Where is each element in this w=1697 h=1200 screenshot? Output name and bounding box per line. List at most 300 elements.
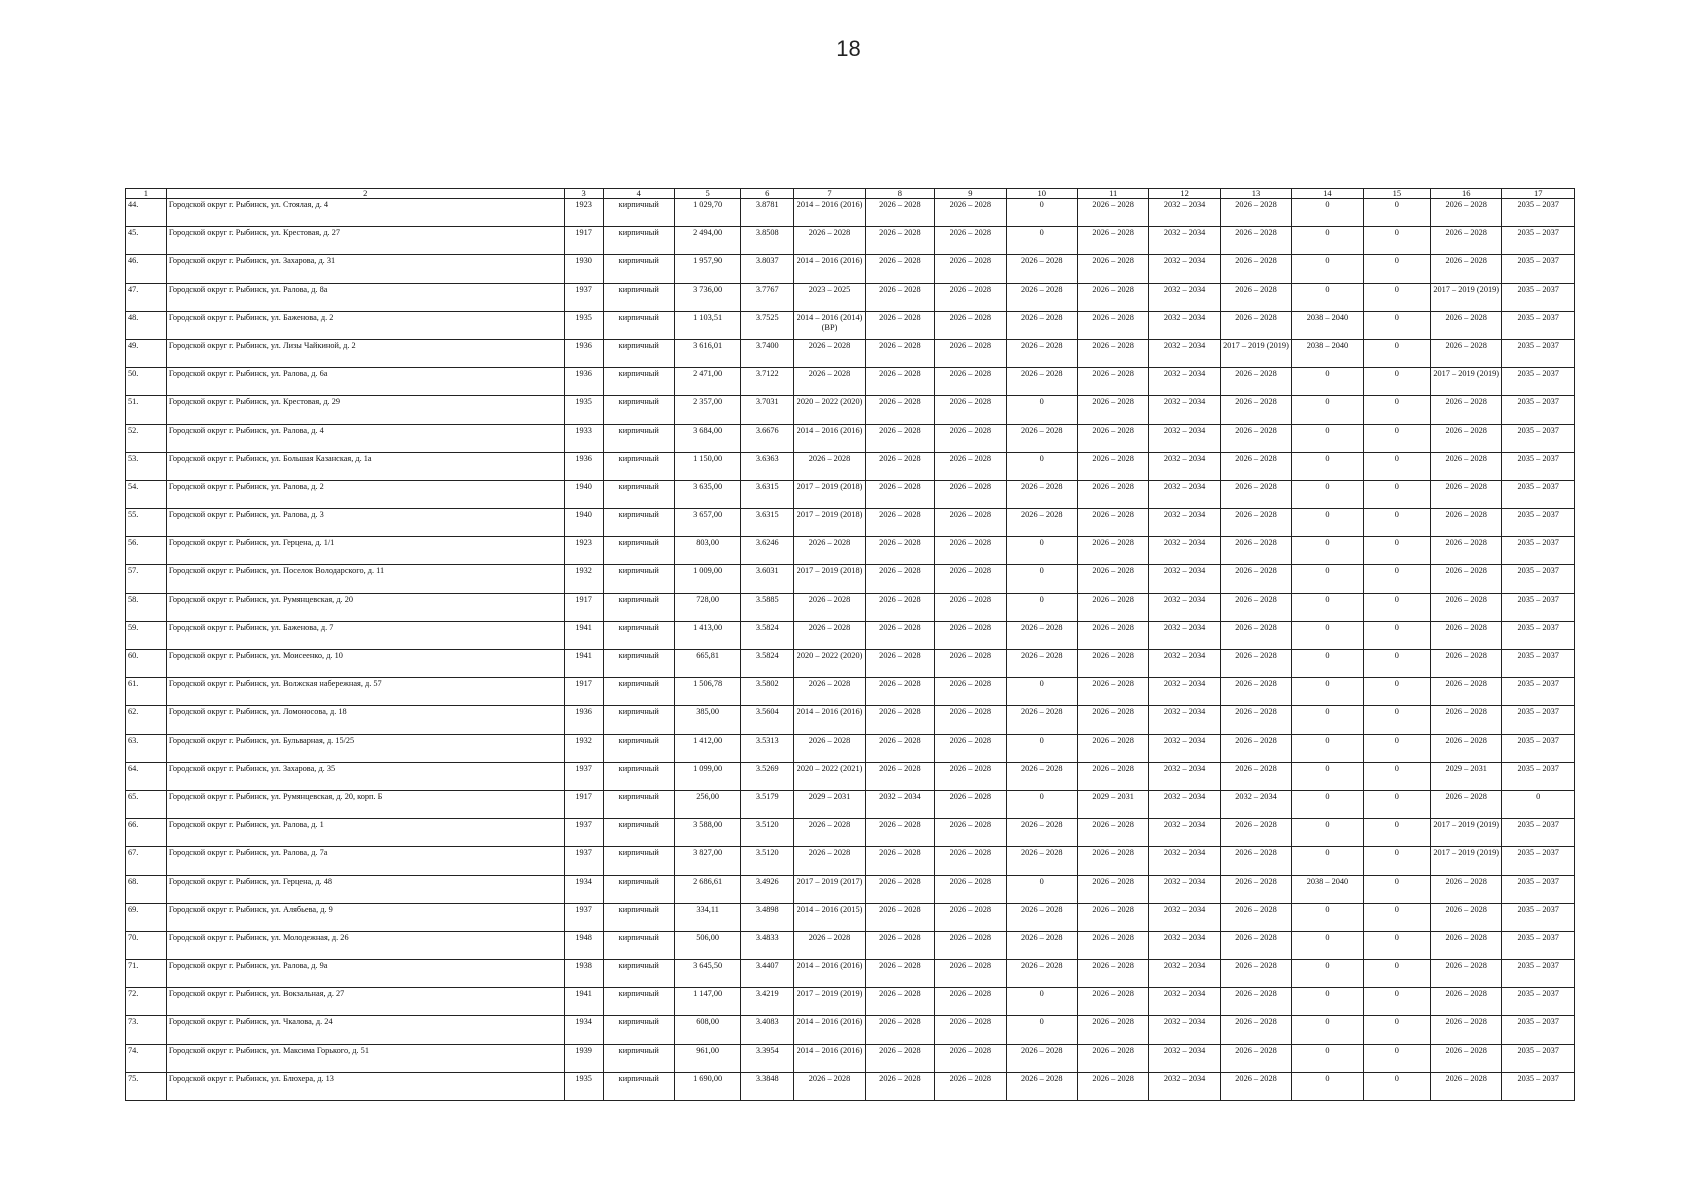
period-cell-15: 0 xyxy=(1363,255,1430,283)
period-cell-11: 2026 – 2028 xyxy=(1077,960,1148,988)
period-cell-17: 2035 – 2037 xyxy=(1502,621,1575,649)
period-cell-12: 2032 – 2034 xyxy=(1149,960,1220,988)
priority-index-cell: 3.3848 xyxy=(741,1072,794,1100)
year-built-cell: 1917 xyxy=(564,678,603,706)
period-cell-7: 2020 – 2022 (2020) xyxy=(794,396,865,424)
address-cell: Городской округ г. Рыбинск, ул. Чкалова, д. 24 xyxy=(166,1016,564,1044)
address-cell: Городской округ г. Рыбинск, ул. Максима Горького, д. 51 xyxy=(166,1044,564,1072)
table-row xyxy=(126,650,1575,678)
period-cell-16: 2026 – 2028 xyxy=(1430,537,1501,565)
period-cell-8: 2026 – 2028 xyxy=(865,706,934,734)
year-built-cell: 1936 xyxy=(564,339,603,367)
priority-index-cell: 3.3954 xyxy=(741,1044,794,1072)
wall-material-cell: кирпичный xyxy=(603,762,674,790)
row-number-cell: 62. xyxy=(126,706,167,734)
period-cell-8: 2026 – 2028 xyxy=(865,396,934,424)
period-cell-11: 2026 – 2028 xyxy=(1077,368,1148,396)
address-cell: Городской округ г. Рыбинск, ул. Румянцевская, д. 20, корп. Б xyxy=(166,790,564,818)
row-number-cell: 57. xyxy=(126,565,167,593)
period-cell-14: 0 xyxy=(1292,819,1363,847)
period-cell-13: 2026 – 2028 xyxy=(1220,1044,1291,1072)
period-cell-16: 2026 – 2028 xyxy=(1430,960,1501,988)
table-body xyxy=(126,199,1575,1101)
period-cell-16: 2026 – 2028 xyxy=(1430,227,1501,255)
year-built-cell: 1938 xyxy=(564,960,603,988)
period-cell-14: 0 xyxy=(1292,199,1363,227)
period-cell-14: 0 xyxy=(1292,537,1363,565)
area-cell: 334,11 xyxy=(674,903,740,931)
table-row xyxy=(126,255,1575,283)
year-built-cell: 1934 xyxy=(564,875,603,903)
period-cell-7: 2017 – 2019 (2018) xyxy=(794,565,865,593)
wall-material-cell: кирпичный xyxy=(603,847,674,875)
period-cell-8: 2026 – 2028 xyxy=(865,678,934,706)
row-number-cell: 68. xyxy=(126,875,167,903)
capital-repair-schedule-table xyxy=(125,188,1575,1101)
area-cell: 3 827,00 xyxy=(674,847,740,875)
period-cell-13: 2026 – 2028 xyxy=(1220,396,1291,424)
period-cell-15: 0 xyxy=(1363,790,1430,818)
period-cell-13: 2026 – 2028 xyxy=(1220,706,1291,734)
header-cell: 11 xyxy=(1077,189,1148,199)
period-cell-10: 0 xyxy=(1006,227,1077,255)
priority-index-cell: 3.4926 xyxy=(741,875,794,903)
wall-material-cell: кирпичный xyxy=(603,593,674,621)
priority-index-cell: 3.6676 xyxy=(741,424,794,452)
wall-material-cell: кирпичный xyxy=(603,255,674,283)
header-cell: 7 xyxy=(794,189,865,199)
period-cell-10: 0 xyxy=(1006,396,1077,424)
period-cell-7: 2020 – 2022 (2021) xyxy=(794,762,865,790)
period-cell-16: 2026 – 2028 xyxy=(1430,255,1501,283)
wall-material-cell: кирпичный xyxy=(603,734,674,762)
table-row xyxy=(126,424,1575,452)
period-cell-9: 2026 – 2028 xyxy=(935,621,1006,649)
row-number-cell: 55. xyxy=(126,509,167,537)
period-cell-15: 0 xyxy=(1363,960,1430,988)
wall-material-cell: кирпичный xyxy=(603,311,674,339)
address-cell: Городской округ г. Рыбинск, ул. Крестовая, д. 29 xyxy=(166,396,564,424)
address-cell: Городской округ г. Рыбинск, ул. Герцена, д. 48 xyxy=(166,875,564,903)
year-built-cell: 1940 xyxy=(564,480,603,508)
period-cell-9: 2026 – 2028 xyxy=(935,452,1006,480)
period-cell-7: 2026 – 2028 xyxy=(794,621,865,649)
period-cell-14: 0 xyxy=(1292,227,1363,255)
period-cell-7: 2026 – 2028 xyxy=(794,227,865,255)
period-cell-8: 2026 – 2028 xyxy=(865,650,934,678)
period-cell-16: 2017 – 2019 (2019) xyxy=(1430,283,1501,311)
period-cell-10: 2026 – 2028 xyxy=(1006,931,1077,959)
period-cell-7: 2017 – 2019 (2018) xyxy=(794,509,865,537)
area-cell: 3 684,00 xyxy=(674,424,740,452)
period-cell-13: 2026 – 2028 xyxy=(1220,480,1291,508)
period-cell-8: 2026 – 2028 xyxy=(865,1044,934,1072)
area-cell: 665,81 xyxy=(674,650,740,678)
period-cell-9: 2026 – 2028 xyxy=(935,819,1006,847)
period-cell-12: 2032 – 2034 xyxy=(1149,1044,1220,1072)
period-cell-17: 2035 – 2037 xyxy=(1502,339,1575,367)
period-cell-9: 2026 – 2028 xyxy=(935,255,1006,283)
period-cell-11: 2026 – 2028 xyxy=(1077,255,1148,283)
table-row xyxy=(126,396,1575,424)
period-cell-12: 2032 – 2034 xyxy=(1149,621,1220,649)
period-cell-14: 0 xyxy=(1292,988,1363,1016)
period-cell-13: 2026 – 2028 xyxy=(1220,311,1291,339)
period-cell-8: 2026 – 2028 xyxy=(865,227,934,255)
period-cell-10: 0 xyxy=(1006,565,1077,593)
row-number-cell: 67. xyxy=(126,847,167,875)
row-number-cell: 61. xyxy=(126,678,167,706)
table-row xyxy=(126,480,1575,508)
period-cell-12: 2032 – 2034 xyxy=(1149,509,1220,537)
row-number-cell: 45. xyxy=(126,227,167,255)
wall-material-cell: кирпичный xyxy=(603,1072,674,1100)
area-cell: 3 616,01 xyxy=(674,339,740,367)
period-cell-11: 2026 – 2028 xyxy=(1077,762,1148,790)
wall-material-cell: кирпичный xyxy=(603,790,674,818)
period-cell-10: 2026 – 2028 xyxy=(1006,903,1077,931)
area-cell: 3 736,00 xyxy=(674,283,740,311)
period-cell-17: 2035 – 2037 xyxy=(1502,1072,1575,1100)
period-cell-15: 0 xyxy=(1363,593,1430,621)
period-cell-9: 2026 – 2028 xyxy=(935,1044,1006,1072)
area-cell: 2 494,00 xyxy=(674,227,740,255)
period-cell-16: 2026 – 2028 xyxy=(1430,1016,1501,1044)
period-cell-14: 0 xyxy=(1292,424,1363,452)
area-cell: 3 645,50 xyxy=(674,960,740,988)
period-cell-7: 2026 – 2028 xyxy=(794,819,865,847)
period-cell-7: 2017 – 2019 (2019) xyxy=(794,988,865,1016)
period-cell-7: 2014 – 2016 (2016) xyxy=(794,706,865,734)
table-row xyxy=(126,339,1575,367)
header-cell: 14 xyxy=(1292,189,1363,199)
period-cell-12: 2032 – 2034 xyxy=(1149,678,1220,706)
address-cell: Городской округ г. Рыбинск, ул. Румянцевская, д. 20 xyxy=(166,593,564,621)
period-cell-12: 2032 – 2034 xyxy=(1149,199,1220,227)
table-row xyxy=(126,537,1575,565)
period-cell-7: 2014 – 2016 (2016) xyxy=(794,960,865,988)
period-cell-15: 0 xyxy=(1363,537,1430,565)
priority-index-cell: 3.5802 xyxy=(741,678,794,706)
priority-index-cell: 3.5885 xyxy=(741,593,794,621)
address-cell: Городской округ г. Рыбинск, ул. Вокзальная, д. 27 xyxy=(166,988,564,1016)
period-cell-16: 2026 – 2028 xyxy=(1430,931,1501,959)
year-built-cell: 1937 xyxy=(564,819,603,847)
period-cell-11: 2026 – 2028 xyxy=(1077,847,1148,875)
period-cell-9: 2026 – 2028 xyxy=(935,227,1006,255)
period-cell-7: 2014 – 2016 (2016) xyxy=(794,424,865,452)
area-cell: 1 103,51 xyxy=(674,311,740,339)
period-cell-12: 2032 – 2034 xyxy=(1149,537,1220,565)
wall-material-cell: кирпичный xyxy=(603,368,674,396)
area-cell: 1 413,00 xyxy=(674,621,740,649)
period-cell-11: 2026 – 2028 xyxy=(1077,706,1148,734)
period-cell-11: 2026 – 2028 xyxy=(1077,509,1148,537)
period-cell-10: 2026 – 2028 xyxy=(1006,255,1077,283)
area-cell: 1 009,00 xyxy=(674,565,740,593)
period-cell-8: 2026 – 2028 xyxy=(865,1072,934,1100)
wall-material-cell: кирпичный xyxy=(603,537,674,565)
period-cell-15: 0 xyxy=(1363,988,1430,1016)
period-cell-15: 0 xyxy=(1363,480,1430,508)
period-cell-14: 0 xyxy=(1292,650,1363,678)
period-cell-11: 2026 – 2028 xyxy=(1077,593,1148,621)
year-built-cell: 1937 xyxy=(564,762,603,790)
period-cell-13: 2026 – 2028 xyxy=(1220,931,1291,959)
period-cell-12: 2032 – 2034 xyxy=(1149,283,1220,311)
period-cell-14: 0 xyxy=(1292,621,1363,649)
period-cell-7: 2014 – 2016 (2016) xyxy=(794,1044,865,1072)
period-cell-14: 0 xyxy=(1292,734,1363,762)
period-cell-11: 2026 – 2028 xyxy=(1077,678,1148,706)
address-cell: Городской округ г. Рыбинск, ул. Молодежная, д. 26 xyxy=(166,931,564,959)
period-cell-17: 2035 – 2037 xyxy=(1502,424,1575,452)
period-cell-15: 0 xyxy=(1363,283,1430,311)
priority-index-cell: 3.4833 xyxy=(741,931,794,959)
page-number: 18 xyxy=(836,36,861,61)
row-number-cell: 56. xyxy=(126,537,167,565)
period-cell-9: 2026 – 2028 xyxy=(935,1016,1006,1044)
period-cell-17: 2035 – 2037 xyxy=(1502,678,1575,706)
period-cell-13: 2026 – 2028 xyxy=(1220,283,1291,311)
period-cell-9: 2026 – 2028 xyxy=(935,311,1006,339)
row-number-cell: 53. xyxy=(126,452,167,480)
period-cell-17: 2035 – 2037 xyxy=(1502,931,1575,959)
header-cell: 10 xyxy=(1006,189,1077,199)
wall-material-cell: кирпичный xyxy=(603,960,674,988)
header-cell: 16 xyxy=(1430,189,1501,199)
address-cell: Городской округ г. Рыбинск, ул. Волжская набережная, д. 57 xyxy=(166,678,564,706)
period-cell-7: 2023 – 2025 xyxy=(794,283,865,311)
period-cell-14: 0 xyxy=(1292,593,1363,621)
period-cell-13: 2026 – 2028 xyxy=(1220,593,1291,621)
period-cell-11: 2026 – 2028 xyxy=(1077,1044,1148,1072)
address-cell: Городской округ г. Рыбинск, ул. Ралова, д. 9а xyxy=(166,960,564,988)
period-cell-11: 2026 – 2028 xyxy=(1077,537,1148,565)
wall-material-cell: кирпичный xyxy=(603,1016,674,1044)
period-cell-9: 2026 – 2028 xyxy=(935,424,1006,452)
period-cell-16: 2017 – 2019 (2019) xyxy=(1430,368,1501,396)
period-cell-11: 2026 – 2028 xyxy=(1077,1072,1148,1100)
address-cell: Городской округ г. Рыбинск, ул. Ралова, д. 8а xyxy=(166,283,564,311)
period-cell-14: 0 xyxy=(1292,1016,1363,1044)
wall-material-cell: кирпичный xyxy=(603,424,674,452)
year-built-cell: 1941 xyxy=(564,988,603,1016)
year-built-cell: 1936 xyxy=(564,452,603,480)
period-cell-9: 2026 – 2028 xyxy=(935,565,1006,593)
period-cell-13: 2026 – 2028 xyxy=(1220,650,1291,678)
period-cell-10: 2026 – 2028 xyxy=(1006,339,1077,367)
year-built-cell: 1936 xyxy=(564,706,603,734)
period-cell-13: 2026 – 2028 xyxy=(1220,988,1291,1016)
period-cell-7: 2026 – 2028 xyxy=(794,368,865,396)
period-cell-17: 2035 – 2037 xyxy=(1502,396,1575,424)
period-cell-10: 2026 – 2028 xyxy=(1006,650,1077,678)
area-cell: 3 657,00 xyxy=(674,509,740,537)
period-cell-9: 2026 – 2028 xyxy=(935,537,1006,565)
period-cell-16: 2026 – 2028 xyxy=(1430,678,1501,706)
year-built-cell: 1937 xyxy=(564,283,603,311)
area-cell: 1 029,70 xyxy=(674,199,740,227)
area-cell: 961,00 xyxy=(674,1044,740,1072)
period-cell-12: 2032 – 2034 xyxy=(1149,424,1220,452)
period-cell-10: 0 xyxy=(1006,537,1077,565)
row-number-cell: 71. xyxy=(126,960,167,988)
period-cell-10: 0 xyxy=(1006,734,1077,762)
period-cell-17: 2035 – 2037 xyxy=(1502,847,1575,875)
table-row xyxy=(126,931,1575,959)
period-cell-14: 0 xyxy=(1292,255,1363,283)
year-built-cell: 1935 xyxy=(564,311,603,339)
priority-index-cell: 3.5824 xyxy=(741,650,794,678)
table-row xyxy=(126,452,1575,480)
table-row xyxy=(126,903,1575,931)
wall-material-cell: кирпичный xyxy=(603,678,674,706)
year-built-cell: 1934 xyxy=(564,1016,603,1044)
year-built-cell: 1939 xyxy=(564,1044,603,1072)
period-cell-17: 2035 – 2037 xyxy=(1502,819,1575,847)
period-cell-8: 2026 – 2028 xyxy=(865,734,934,762)
wall-material-cell: кирпичный xyxy=(603,621,674,649)
period-cell-13: 2026 – 2028 xyxy=(1220,960,1291,988)
period-cell-17: 2035 – 2037 xyxy=(1502,537,1575,565)
period-cell-11: 2026 – 2028 xyxy=(1077,565,1148,593)
address-cell: Городской округ г. Рыбинск, ул. Захарова, д. 35 xyxy=(166,762,564,790)
priority-index-cell: 3.7400 xyxy=(741,339,794,367)
table-row xyxy=(126,593,1575,621)
period-cell-12: 2032 – 2034 xyxy=(1149,339,1220,367)
period-cell-12: 2032 – 2034 xyxy=(1149,847,1220,875)
period-cell-13: 2026 – 2028 xyxy=(1220,734,1291,762)
priority-index-cell: 3.6363 xyxy=(741,452,794,480)
period-cell-13: 2026 – 2028 xyxy=(1220,1016,1291,1044)
period-cell-11: 2026 – 2028 xyxy=(1077,480,1148,508)
period-cell-8: 2026 – 2028 xyxy=(865,255,934,283)
period-cell-16: 2026 – 2028 xyxy=(1430,621,1501,649)
period-cell-15: 0 xyxy=(1363,396,1430,424)
area-cell: 803,00 xyxy=(674,537,740,565)
period-cell-15: 0 xyxy=(1363,368,1430,396)
table-row xyxy=(126,988,1575,1016)
period-cell-9: 2026 – 2028 xyxy=(935,790,1006,818)
period-cell-13: 2026 – 2028 xyxy=(1220,368,1291,396)
period-cell-10: 2026 – 2028 xyxy=(1006,1072,1077,1100)
period-cell-14: 2038 – 2040 xyxy=(1292,875,1363,903)
header-cell: 1 xyxy=(126,189,167,199)
period-cell-8: 2026 – 2028 xyxy=(865,988,934,1016)
period-cell-16: 2029 – 2031 xyxy=(1430,762,1501,790)
period-cell-16: 2026 – 2028 xyxy=(1430,734,1501,762)
period-cell-11: 2026 – 2028 xyxy=(1077,311,1148,339)
period-cell-7: 2026 – 2028 xyxy=(794,537,865,565)
table-row xyxy=(126,621,1575,649)
period-cell-9: 2026 – 2028 xyxy=(935,593,1006,621)
period-cell-7: 2014 – 2016 (2016) xyxy=(794,1016,865,1044)
period-cell-8: 2026 – 2028 xyxy=(865,537,934,565)
priority-index-cell: 3.6246 xyxy=(741,537,794,565)
area-cell: 2 357,00 xyxy=(674,396,740,424)
year-built-cell: 1923 xyxy=(564,537,603,565)
period-cell-12: 2032 – 2034 xyxy=(1149,368,1220,396)
table-row xyxy=(126,311,1575,339)
period-cell-10: 0 xyxy=(1006,452,1077,480)
period-cell-13: 2026 – 2028 xyxy=(1220,1072,1291,1100)
table-row xyxy=(126,199,1575,227)
period-cell-15: 0 xyxy=(1363,706,1430,734)
period-cell-12: 2032 – 2034 xyxy=(1149,762,1220,790)
column-number-header-row xyxy=(126,189,1575,199)
area-cell: 506,00 xyxy=(674,931,740,959)
period-cell-12: 2032 – 2034 xyxy=(1149,255,1220,283)
period-cell-12: 2032 – 2034 xyxy=(1149,565,1220,593)
area-cell: 3 635,00 xyxy=(674,480,740,508)
year-built-cell: 1917 xyxy=(564,227,603,255)
period-cell-9: 2026 – 2028 xyxy=(935,847,1006,875)
period-cell-12: 2032 – 2034 xyxy=(1149,819,1220,847)
period-cell-17: 2035 – 2037 xyxy=(1502,988,1575,1016)
row-number-cell: 66. xyxy=(126,819,167,847)
priority-index-cell: 3.7767 xyxy=(741,283,794,311)
period-cell-14: 0 xyxy=(1292,678,1363,706)
period-cell-13: 2026 – 2028 xyxy=(1220,621,1291,649)
period-cell-16: 2017 – 2019 (2019) xyxy=(1430,847,1501,875)
period-cell-9: 2026 – 2028 xyxy=(935,734,1006,762)
period-cell-8: 2026 – 2028 xyxy=(865,762,934,790)
period-cell-10: 0 xyxy=(1006,875,1077,903)
period-cell-16: 2026 – 2028 xyxy=(1430,1072,1501,1100)
period-cell-10: 0 xyxy=(1006,199,1077,227)
row-number-cell: 50. xyxy=(126,368,167,396)
area-cell: 3 588,00 xyxy=(674,819,740,847)
period-cell-7: 2014 – 2016 (2014) (ВР) xyxy=(794,311,865,339)
area-cell: 1 957,90 xyxy=(674,255,740,283)
table-row xyxy=(126,819,1575,847)
period-cell-14: 0 xyxy=(1292,368,1363,396)
area-cell: 1 099,00 xyxy=(674,762,740,790)
table-row xyxy=(126,565,1575,593)
header-cell: 2 xyxy=(166,189,564,199)
year-built-cell: 1937 xyxy=(564,903,603,931)
priority-index-cell: 3.4407 xyxy=(741,960,794,988)
period-cell-11: 2026 – 2028 xyxy=(1077,931,1148,959)
priority-index-cell: 3.5313 xyxy=(741,734,794,762)
period-cell-14: 0 xyxy=(1292,509,1363,537)
address-cell: Городской округ г. Рыбинск, ул. Стоялая, д. 4 xyxy=(166,199,564,227)
period-cell-10: 0 xyxy=(1006,593,1077,621)
table-row xyxy=(126,847,1575,875)
wall-material-cell: кирпичный xyxy=(603,650,674,678)
period-cell-9: 2026 – 2028 xyxy=(935,368,1006,396)
period-cell-8: 2026 – 2028 xyxy=(865,960,934,988)
period-cell-17: 2035 – 2037 xyxy=(1502,199,1575,227)
period-cell-14: 0 xyxy=(1292,565,1363,593)
wall-material-cell: кирпичный xyxy=(603,452,674,480)
period-cell-13: 2026 – 2028 xyxy=(1220,424,1291,452)
header-cell: 8 xyxy=(865,189,934,199)
period-cell-16: 2026 – 2028 xyxy=(1430,706,1501,734)
period-cell-17: 2035 – 2037 xyxy=(1502,706,1575,734)
table-row xyxy=(126,706,1575,734)
period-cell-17: 0 xyxy=(1502,790,1575,818)
priority-index-cell: 3.6031 xyxy=(741,565,794,593)
period-cell-14: 0 xyxy=(1292,283,1363,311)
period-cell-16: 2026 – 2028 xyxy=(1430,650,1501,678)
period-cell-10: 0 xyxy=(1006,988,1077,1016)
period-cell-16: 2026 – 2028 xyxy=(1430,875,1501,903)
period-cell-15: 0 xyxy=(1363,424,1430,452)
period-cell-13: 2026 – 2028 xyxy=(1220,255,1291,283)
area-cell: 1 506,78 xyxy=(674,678,740,706)
